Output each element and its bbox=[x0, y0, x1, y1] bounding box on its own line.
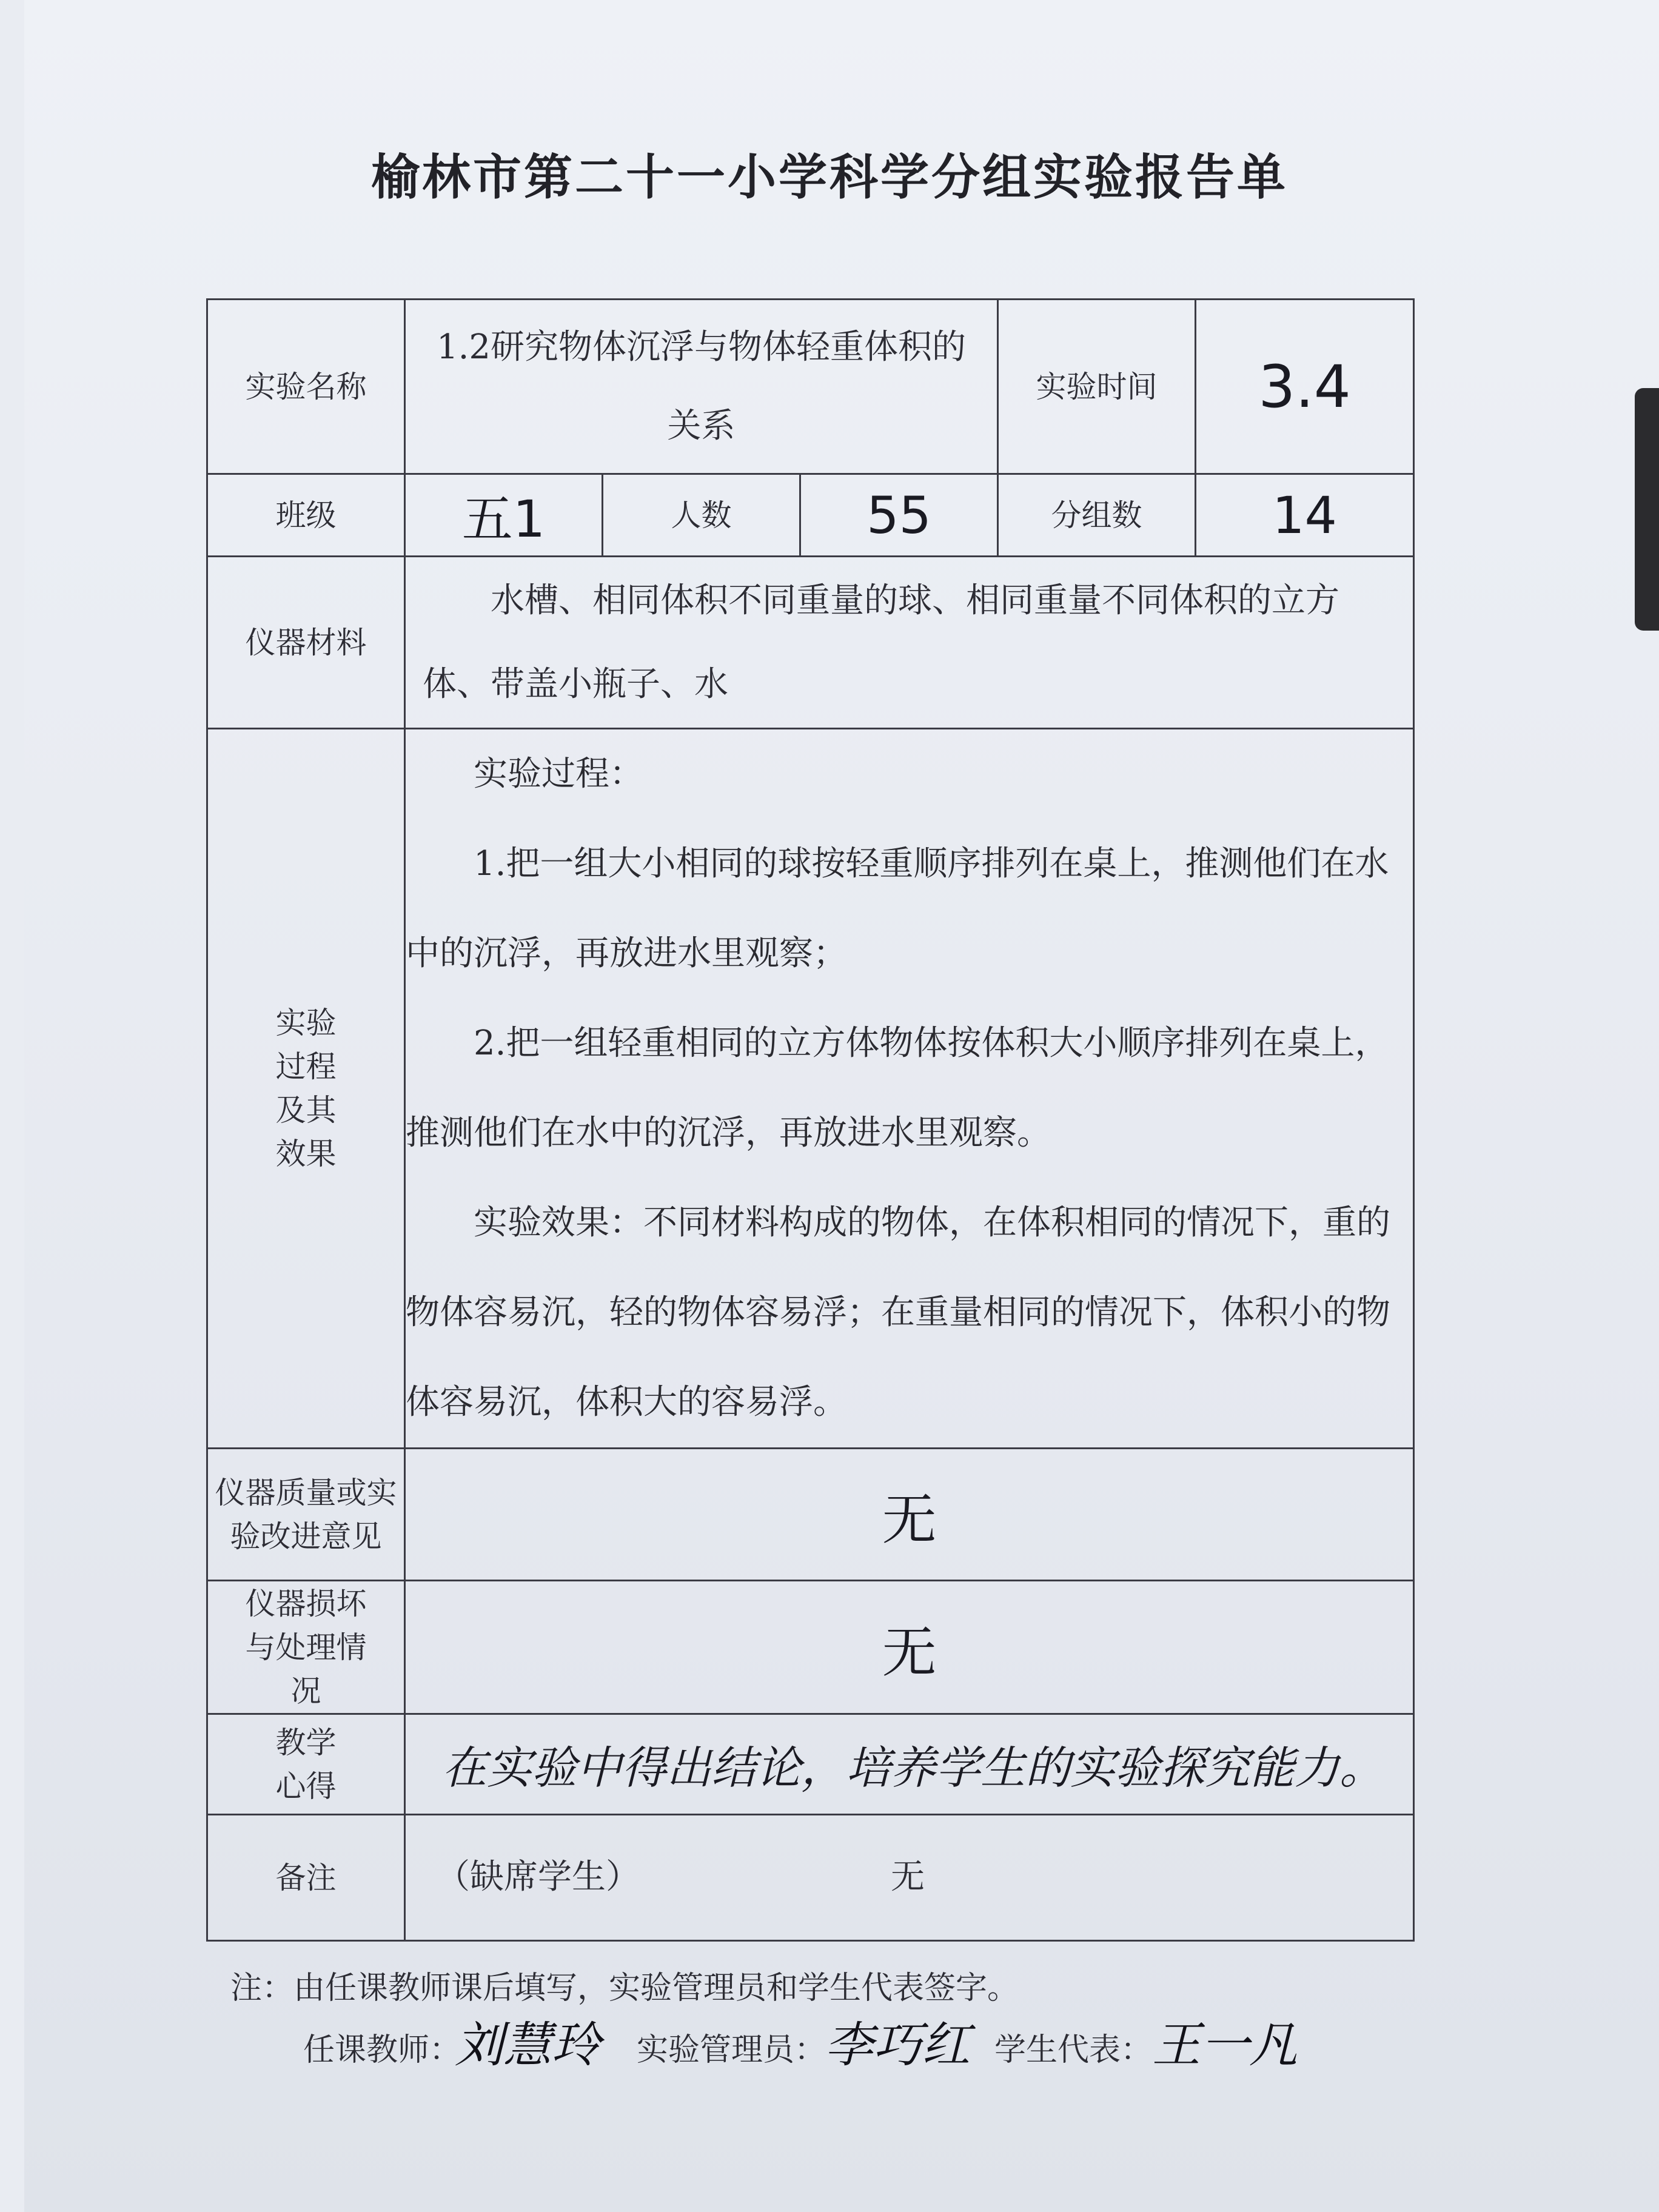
row-quality bbox=[207, 1449, 1414, 1581]
label-process: 实验过程及其效果 bbox=[207, 729, 405, 1449]
remarks-cell bbox=[405, 1815, 1414, 1941]
background-edge bbox=[1635, 388, 1659, 631]
process-heading: 实验过程： bbox=[474, 754, 643, 794]
label-quality: 仪器质量或实验改进意见 bbox=[207, 1449, 405, 1581]
label-experiment-time: 实验时间 bbox=[998, 300, 1196, 474]
label-reflection: 教学心得 bbox=[207, 1714, 405, 1815]
student-signature: 王一凡 bbox=[1152, 2017, 1298, 2073]
admin-signature: 李巧红 bbox=[825, 2017, 970, 2073]
admin-label: 实验管理员： bbox=[637, 2032, 826, 2068]
label-damage: 仪器损坏与处理情况 bbox=[207, 1581, 405, 1714]
signature-row bbox=[303, 2012, 1455, 2079]
value-reflection: 在实验中得出结论，培养学生的实验探究能力。 bbox=[405, 1714, 1414, 1815]
value-experiment-name: 1.2研究物体沉浮与物体轻重体积的关系 bbox=[405, 300, 998, 474]
value-damage: 无 bbox=[405, 1581, 1414, 1714]
row-materials bbox=[207, 557, 1414, 729]
row-experiment-name bbox=[207, 300, 1414, 474]
teacher-label: 任课教师： bbox=[303, 2032, 461, 2068]
value-experiment-time: 3.4 bbox=[1196, 300, 1414, 474]
page-title: 榆林市第二十一小学科学分组实验报告单 bbox=[371, 149, 1288, 206]
report-table bbox=[206, 298, 1415, 1942]
label-count: 人数 bbox=[603, 474, 800, 557]
process-cell bbox=[405, 729, 1414, 1449]
label-remarks: 备注 bbox=[207, 1815, 405, 1941]
row-class-info bbox=[207, 474, 1414, 557]
process-step-2: 2.把一组轻重相同的立方体物体按体积大小顺序排列在桌上，推测他们在水中的沉浮，再放进水里观察。 bbox=[406, 1024, 1389, 1153]
label-experiment-name: 实验名称 bbox=[207, 300, 405, 474]
process-step-1: 1.把一组大小相同的球按轻重顺序排列在桌上，推测他们在水中的沉浮，再放进水里观察； bbox=[406, 844, 1389, 973]
value-count: 55 bbox=[800, 474, 998, 557]
teacher-signature: 刘慧玲 bbox=[455, 2017, 600, 2073]
row-process bbox=[207, 729, 1414, 1449]
value-class: 五1 bbox=[405, 474, 603, 557]
row-remarks bbox=[207, 1815, 1414, 1941]
value-materials: 水槽、相同体积不同重量的球、相同重量不同体积的立方体、带盖小瓶子、水 bbox=[423, 580, 1339, 704]
label-groups: 分组数 bbox=[998, 474, 1196, 557]
row-reflection bbox=[207, 1714, 1414, 1815]
absent-label: （缺席学生） bbox=[436, 1857, 640, 1897]
student-label: 学生代表： bbox=[994, 2032, 1153, 2068]
value-groups: 14 bbox=[1196, 474, 1414, 557]
footer-note: 注：由任课教师课后填写，实验管理员和学生代表签字。 bbox=[230, 1970, 1019, 2006]
label-materials: 仪器材料 bbox=[207, 557, 405, 729]
value-remarks: 无 bbox=[891, 1857, 925, 1897]
process-effect: 实验效果：不同材料构成的物体，在体积相同的情况下，重的物体容易沉，轻的物体容易浮；在重量相同的情况下，体积小的物体容易沉，体积大的容易浮。 bbox=[406, 1203, 1390, 1422]
value-quality: 无 bbox=[405, 1449, 1414, 1581]
label-class: 班级 bbox=[207, 474, 405, 557]
materials-cell bbox=[405, 557, 1414, 729]
row-damage bbox=[207, 1581, 1414, 1714]
